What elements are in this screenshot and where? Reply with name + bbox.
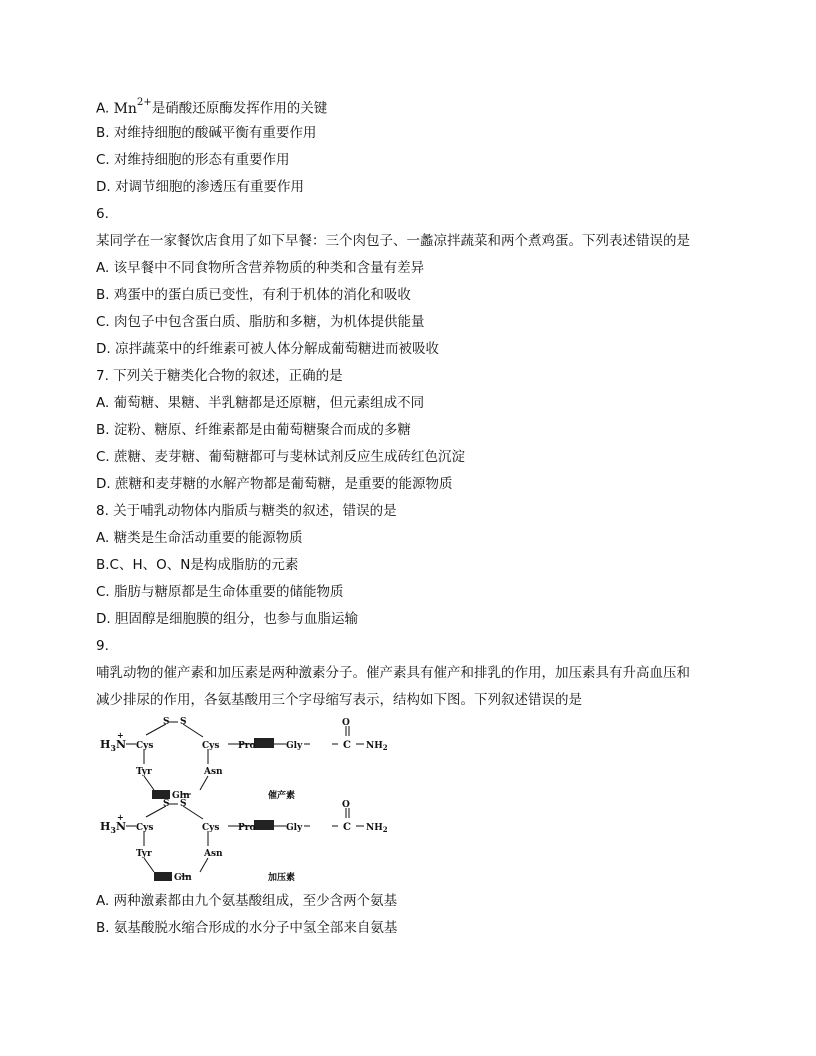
q8-option-c: C. 脂肪与糖原都是生命体重要的储能物质 (96, 584, 344, 600)
q7-option-a: A. 葡萄糖、果糖、半乳糖都是还原糖，但元素组成不同 (96, 395, 425, 411)
q5-option-a: A. $Mn^{2+}$是硝酸还原酶发挥作用的关键 (96, 97, 328, 117)
oxygen-bottom: O (342, 800, 350, 810)
residue-block-2 (152, 790, 170, 799)
residue-block-3 (254, 820, 274, 830)
cys-bottom-left: Cys (136, 823, 154, 833)
q8-option-a: A. 糖类是生命活动重要的能源物质 (96, 530, 303, 546)
q7-option-d: D. 蔗糖和麦芽糖的水解产物都是葡萄糖，是重要的能源物质 (96, 476, 453, 492)
manganese-ion: $Mn^{2+}$ (113, 97, 152, 117)
q6-option-c: C. 肉包子中包含蛋白质、脂肪和多糖，为机体提供能量 (96, 314, 425, 330)
asn-bottom: Asn (204, 849, 223, 859)
q8-stem: 8. 关于哺乳动物体内脂质与糖类的叙述，错误的是 (96, 503, 397, 519)
amino-group-bottom: $H_3N$ (100, 820, 127, 835)
q5-option-d: D. 对调节细胞的渗透压有重要作用 (96, 179, 304, 195)
cys-top-right: Cys (202, 741, 220, 751)
pro-bottom: Pro (238, 823, 256, 833)
oxygen-top: O (342, 718, 350, 728)
q7-option-b: B. 淀粉、糖原、纤维素都是由葡萄糖聚合而成的多糖 (96, 422, 411, 438)
residue-block-4 (154, 872, 172, 881)
q9-stem-line-2: 减少排尿的作用，各氨基酸用三个字母缩写表示，结构如下图。下列叙述错误的是 (96, 692, 582, 708)
q6-stem: 某同学在一家餐饮店食用了如下早餐：三个肉包子、一蠡凉拌蔬菜和两个煮鸡蛋。下列表述错误的是 (96, 233, 690, 249)
q9-option-a: A. 两种激素都由九个氨基酸组成，至少含两个氨基 (96, 893, 398, 909)
q5-option-b: B. 对维持细胞的酸碱平衡有重要作用 (96, 125, 317, 141)
gly-bottom: Gly (286, 823, 303, 833)
q6-option-d: D. 凉拌蔬菜中的纤维素可被人体分解成葡萄糖进而被吸收 (96, 341, 439, 357)
cys-top-left: Cys (136, 741, 154, 751)
carbon-top: C (343, 740, 351, 751)
asn-top: Asn (204, 767, 223, 777)
q9-number: 9. (96, 638, 109, 654)
q6-option-b: B. 鸡蛋中的蛋白质已变性，有利于机体的消化和吸收 (96, 287, 411, 303)
q8-option-d: D. 胆固醇是细胞膜的组分，也参与血脂运输 (96, 611, 358, 627)
cys-bottom-right: Cys (202, 823, 220, 833)
pro-top: Pro (238, 741, 256, 751)
gln-top: Gln (172, 791, 190, 801)
q7-stem: 7. 下列关于糖类化合物的叙述，正确的是 (96, 368, 343, 384)
amino-group-top: $H_3N$ (100, 738, 127, 753)
q8-option-b: B.C、H、O、N是构成脂肪的元素 (96, 557, 299, 573)
q9-stem-line-1: 哺乳动物的催产素和加压素是两种激素分子。催产素具有催产和排乳的作用，加压素具有升高血压和 (96, 665, 690, 681)
q5-option-c: C. 对维持细胞的形态有重要作用 (96, 152, 290, 168)
sulfur-top-2: S (180, 717, 187, 727)
sulfur-bottom-1: S (163, 799, 170, 809)
residue-block-1 (254, 738, 274, 748)
tyr-top: Tyr (136, 767, 152, 777)
q7-option-c: C. 蔗糖、麦芽糖、葡萄糖都可与斐林试剂反应生成砖红色沉淀 (96, 449, 466, 465)
vasopressin-label: 加压素 (268, 873, 296, 883)
q9-option-b: B. 氨基酸脱水缩合形成的水分子中氢全部来自氨基 (96, 920, 398, 936)
q6-number: 6. (96, 206, 109, 222)
sulfur-bottom-2: S (180, 799, 187, 809)
gln-bottom: Gln (174, 873, 192, 883)
q6-option-a: A. 该早餐中不同食物所含营养物质的种类和含量有差异 (96, 260, 425, 276)
tyr-bottom: Tyr (136, 849, 152, 859)
svg-text:+: + (117, 730, 124, 740)
peptide-structure-figure (96, 716, 396, 886)
oxytocin-label: 催产素 (268, 791, 296, 801)
amide-top: $NH_2$ (366, 741, 388, 752)
gly-top: Gly (286, 741, 303, 751)
sulfur-top-1: S (163, 717, 170, 727)
svg-text:+: + (117, 812, 124, 822)
peptide-structure-diagram (96, 716, 396, 886)
amide-bottom: $NH_2$ (366, 823, 388, 834)
carbon-bottom: C (343, 822, 351, 833)
